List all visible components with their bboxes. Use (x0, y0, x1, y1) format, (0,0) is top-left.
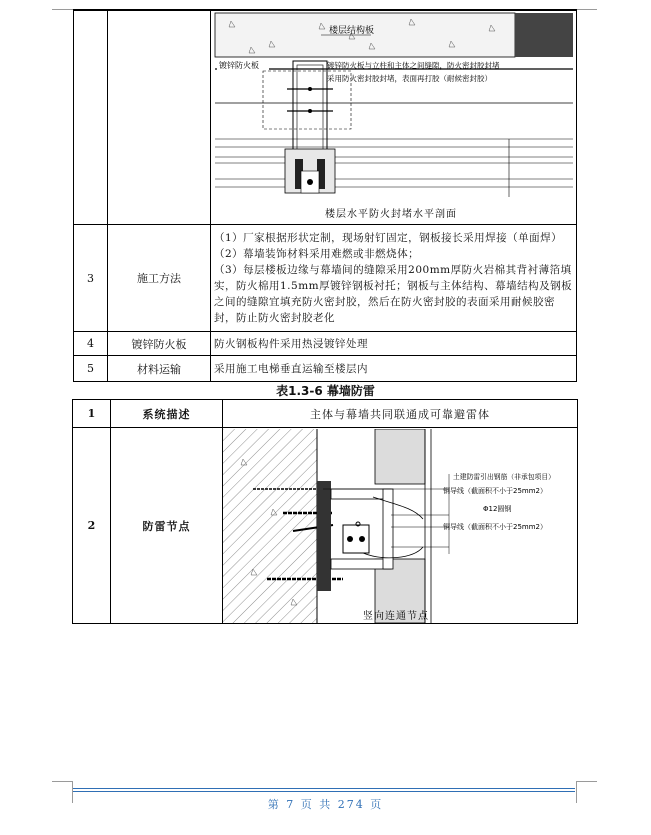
table-caption: 表1.3-6 幕墙防雷 (276, 384, 375, 398)
embedded-plate (317, 481, 331, 591)
table-row (73, 428, 578, 624)
table-row (73, 400, 578, 428)
row-name: 施工方法 (108, 225, 211, 332)
system-description: 主体与幕墙共同联通成可靠避雷体 (223, 400, 578, 428)
table-row (74, 356, 577, 382)
slab-label: 楼层结构板 (329, 26, 375, 36)
method-line-3: （3）每层楼板边缘与幕墙间的缝隙采用200mm厚防火岩棉其背衬薄箔填实，防火棉用1.5mm厚镀锌钢板衬托；钢板与主体结构、幕墙结构及钢板之间的缝隙宜填充防火密封胶，然后在防火密封胶的表面采用耐候胶密封，防止防火密封胶老化 (214, 264, 573, 324)
ceiling-edge (515, 13, 573, 57)
copper-wire (373, 497, 423, 519)
fire-sealing-table (73, 9, 577, 382)
crop-mark (576, 781, 597, 782)
row-text: 采用施工电梯垂直运输至楼层内 (211, 356, 577, 382)
lightning-node-drawing-cell (223, 428, 578, 624)
note-line-1: 镀锌防火板与立柱和主体之间缝隙，防火密封胶封堵 (327, 61, 500, 70)
method-line-1: （1）厂家根据形状定制，现场射钉固定，钢板接长采用焊接（单面焊） (214, 232, 563, 244)
footer-rule (73, 791, 575, 792)
cladding-block (375, 429, 425, 484)
page-number: 第 7 页 共 274 页 (267, 798, 384, 811)
drawing-caption: 楼层水平防火封堵水平剖面 (325, 209, 457, 220)
lightning-node-drawing (223, 429, 577, 623)
floor-fire-sealing-drawing-cell (211, 10, 577, 225)
label-rebar: 土建防雷引出钢筋（非承包项目） (453, 472, 555, 481)
construction-method-text (211, 225, 577, 332)
table-row (74, 10, 577, 225)
lightning-protection-table (72, 399, 578, 624)
drawing-caption: 竖向连通节点 (363, 610, 429, 622)
row-number: 2 (73, 428, 111, 624)
row-name: 防雷节点 (111, 428, 223, 624)
table-row (74, 332, 577, 356)
crop-mark (52, 9, 73, 10)
row-name: 材料运输 (108, 356, 211, 382)
row-number: 3 (74, 225, 108, 332)
plate-label: 镀锌防火板 (219, 61, 259, 70)
row-number: 5 (74, 356, 108, 382)
crop-mark (52, 781, 73, 782)
table-row (74, 225, 577, 332)
row-number: 4 (74, 332, 108, 356)
note-line-2: 采用防火密封胶封堵，表面再打胶（耐候密封胶） (327, 74, 492, 83)
crop-mark (576, 9, 597, 10)
row-name (108, 10, 211, 225)
floor-fire-sealing-drawing (211, 11, 577, 224)
row-name: 系统描述 (111, 400, 223, 428)
method-line-2: （2）幕墙装饰材料采用难燃或非燃烧体； (214, 248, 420, 260)
row-number (74, 10, 108, 225)
row-text: 防火钢板构件采用热浸镀锌处理 (211, 332, 577, 356)
label-copper-2: 铜导线（截面积不小于25mm2） (443, 522, 547, 531)
label-round-steel: Φ12圆钢 (483, 504, 512, 513)
label-copper-1: 铜导线（截面积不小于25mm2） (443, 486, 547, 495)
row-name: 镀锌防火板 (108, 332, 211, 356)
concrete-wall (223, 429, 317, 623)
footer-rule (73, 788, 575, 789)
connector-box (343, 525, 369, 553)
row-number: 1 (73, 400, 111, 428)
